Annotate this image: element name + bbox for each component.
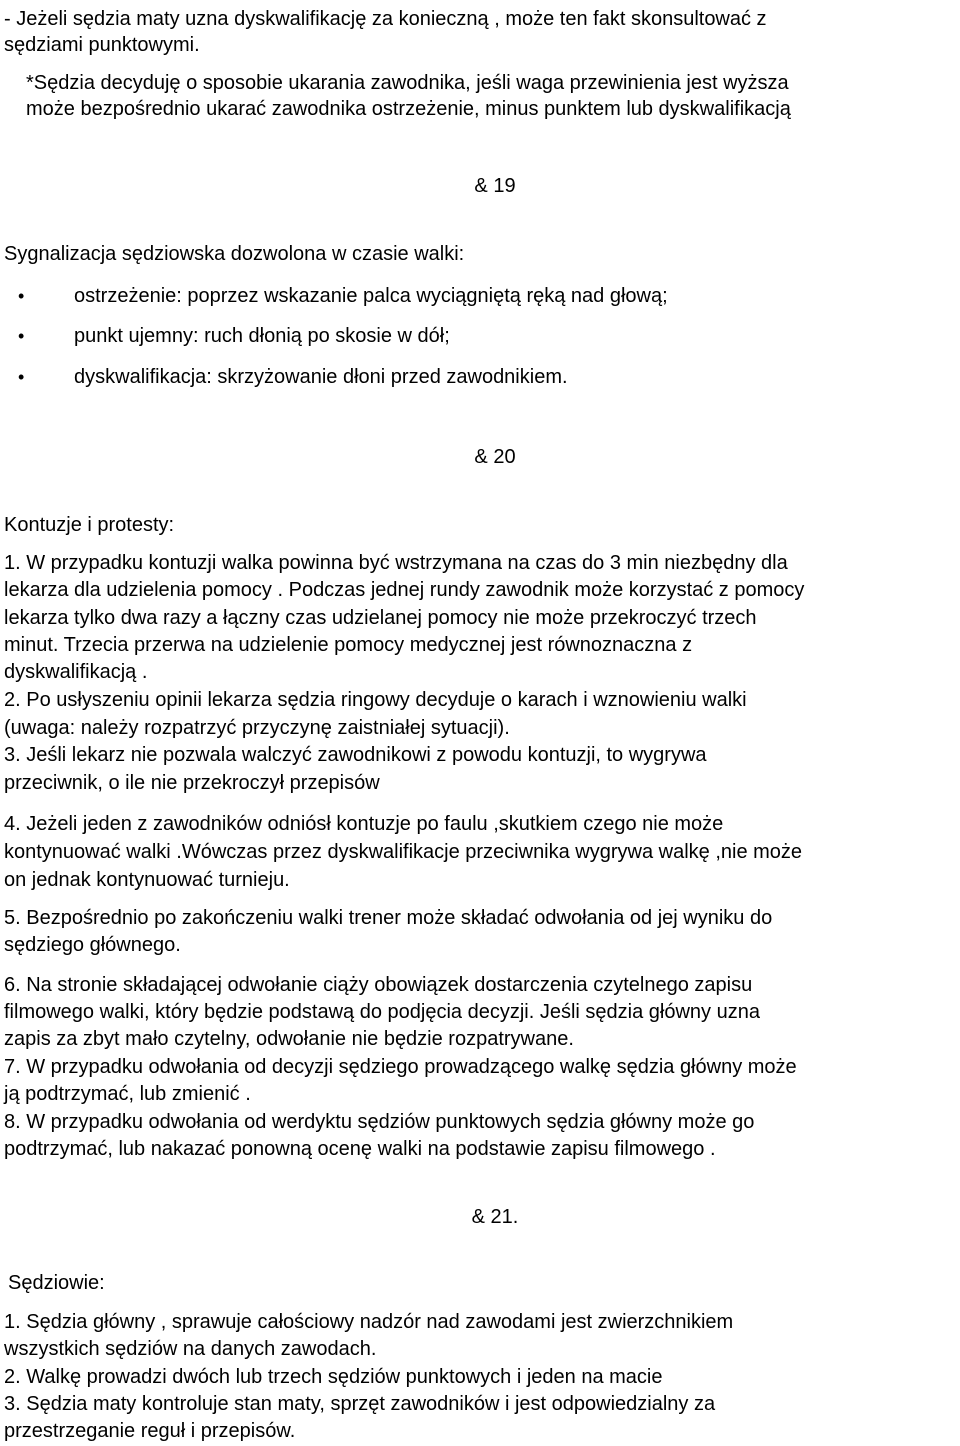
paragraph-line: wszystkich sędziów na danych zawodach.: [4, 1338, 377, 1360]
paragraph-line: 1. Sędzia główny , sprawuje całościowy nadzór nad zawodami jest zwierzchnikiem: [4, 1311, 734, 1333]
paragraph-line: 7. W przypadku odwołania od decyzji sędziego prowadzącego walkę sędzia główny może: [4, 1056, 797, 1078]
paragraph-line: 5. Bezpośrednio po zakończeniu walki trener może składać odwołania od jej wyniku do: [4, 907, 773, 929]
bullet: •: [18, 367, 25, 387]
paragraph-line: 3. Sędzia maty kontroluje stan maty, sprzęt zawodników i jest odpowiedzialny za: [4, 1393, 716, 1415]
list-item: ostrzeżenie: poprzez wskazanie palca wyciągniętą ręką nad głową;: [74, 285, 668, 307]
intro-line: może bezpośrednio ukarać zawodnika ostrzeżenie, minus punktem lub dyskwalifikacją: [26, 98, 791, 120]
bullet: •: [18, 326, 25, 346]
list-item: punkt ujemny: ruch dłonią po skosie w dół;: [74, 325, 450, 347]
paragraph-line: lekarza tylko dwa razy a łączny czas udzielanej pomocy nie może przekroczyć trzech: [4, 607, 757, 629]
list-item: dyskwalifikacja: skrzyżowanie dłoni przed zawodnikiem.: [74, 366, 568, 388]
paragraph-line: zapis za zbyt mało czytelny, odwołanie nie będzie rozpatrywane.: [4, 1028, 574, 1050]
paragraph-line: 3. Jeśli lekarz nie pozwala walczyć zawodnikowi z powodu kontuzji, to wygrywa: [4, 744, 707, 766]
paragraph-line: kontynuować walki .Wówczas przez dyskwalifikacje przeciwnika wygrywa walkę ,nie może: [4, 841, 803, 863]
paragraph-line: dyskwalifikacją .: [4, 661, 148, 683]
paragraph-line: ją podtrzymać, lub zmienić .: [4, 1083, 251, 1105]
section-title-19: Sygnalizacja sędziowska dozwolona w czasie walki:: [4, 243, 465, 265]
bullet: •: [18, 286, 25, 306]
paragraph-line: 4. Jeżeli jeden z zawodników odniósł kontuzje po faulu ,skutkiem czego nie może: [4, 813, 724, 835]
section-heading-21: & 21.: [471, 1206, 519, 1228]
section-heading-19: & 19: [474, 175, 516, 197]
paragraph-line: 6. Na stronie składającej odwołanie ciąży obowiązek dostarczenia czytelnego zapisu: [4, 974, 753, 996]
paragraph-line: podtrzymać, lub nakazać ponowną ocenę walki na podstawie zapisu filmowego .: [4, 1138, 716, 1160]
paragraph-line: lekarza dla udzielenia pomocy . Podczas jednej rundy zawodnik może korzystać z pomocy: [4, 579, 805, 601]
paragraph-line: 2. Walkę prowadzi dwóch lub trzech sędziów punktowych i jeden na macie: [4, 1366, 663, 1388]
paragraph-line: minut. Trzecia przerwa na udzielenie pomocy medycznej jest równoznaczna z: [4, 634, 693, 656]
section-heading-20: & 20: [474, 446, 516, 468]
paragraph-line: 2. Po usłyszeniu opinii lekarza sędzia ringowy decyduje o karach i wznowieniu walki: [4, 689, 747, 711]
paragraph-line: 1. W przypadku kontuzji walka powinna być wstrzymana na czas do 3 min niezbędny dla: [4, 552, 788, 574]
section-title-21: Sędziowie:: [8, 1272, 105, 1294]
paragraph-line: sędziego głównego.: [4, 934, 181, 956]
paragraph-line: filmowego walki, który będzie podstawą do podjęcia decyzji. Jeśli sędzia główny uzna: [4, 1001, 760, 1023]
paragraph-line: (uwaga: należy rozpatrzyć przyczynę zaistniałej sytuacji).: [4, 717, 510, 739]
intro-line: sędziami punktowymi.: [4, 34, 200, 56]
section-title-20: Kontuzje i protesty:: [4, 514, 175, 536]
paragraph-line: przeciwnik, o ile nie przekroczył przepisów: [4, 772, 380, 794]
paragraph-line: 8. W przypadku odwołania od werdyktu sędziów punktowych sędzia główny może go: [4, 1111, 755, 1133]
paragraph-line: on jednak kontynuować turnieju.: [4, 869, 290, 891]
intro-line: - Jeżeli sędzia maty uzna dyskwalifikację za konieczną , może ten fakt skonsultować z: [4, 8, 767, 30]
paragraph-line: przestrzeganie reguł i przepisów.: [4, 1420, 296, 1442]
intro-line: *Sędzia decyduję o sposobie ukarania zawodnika, jeśli waga przewinienia jest wyższa: [26, 72, 789, 94]
